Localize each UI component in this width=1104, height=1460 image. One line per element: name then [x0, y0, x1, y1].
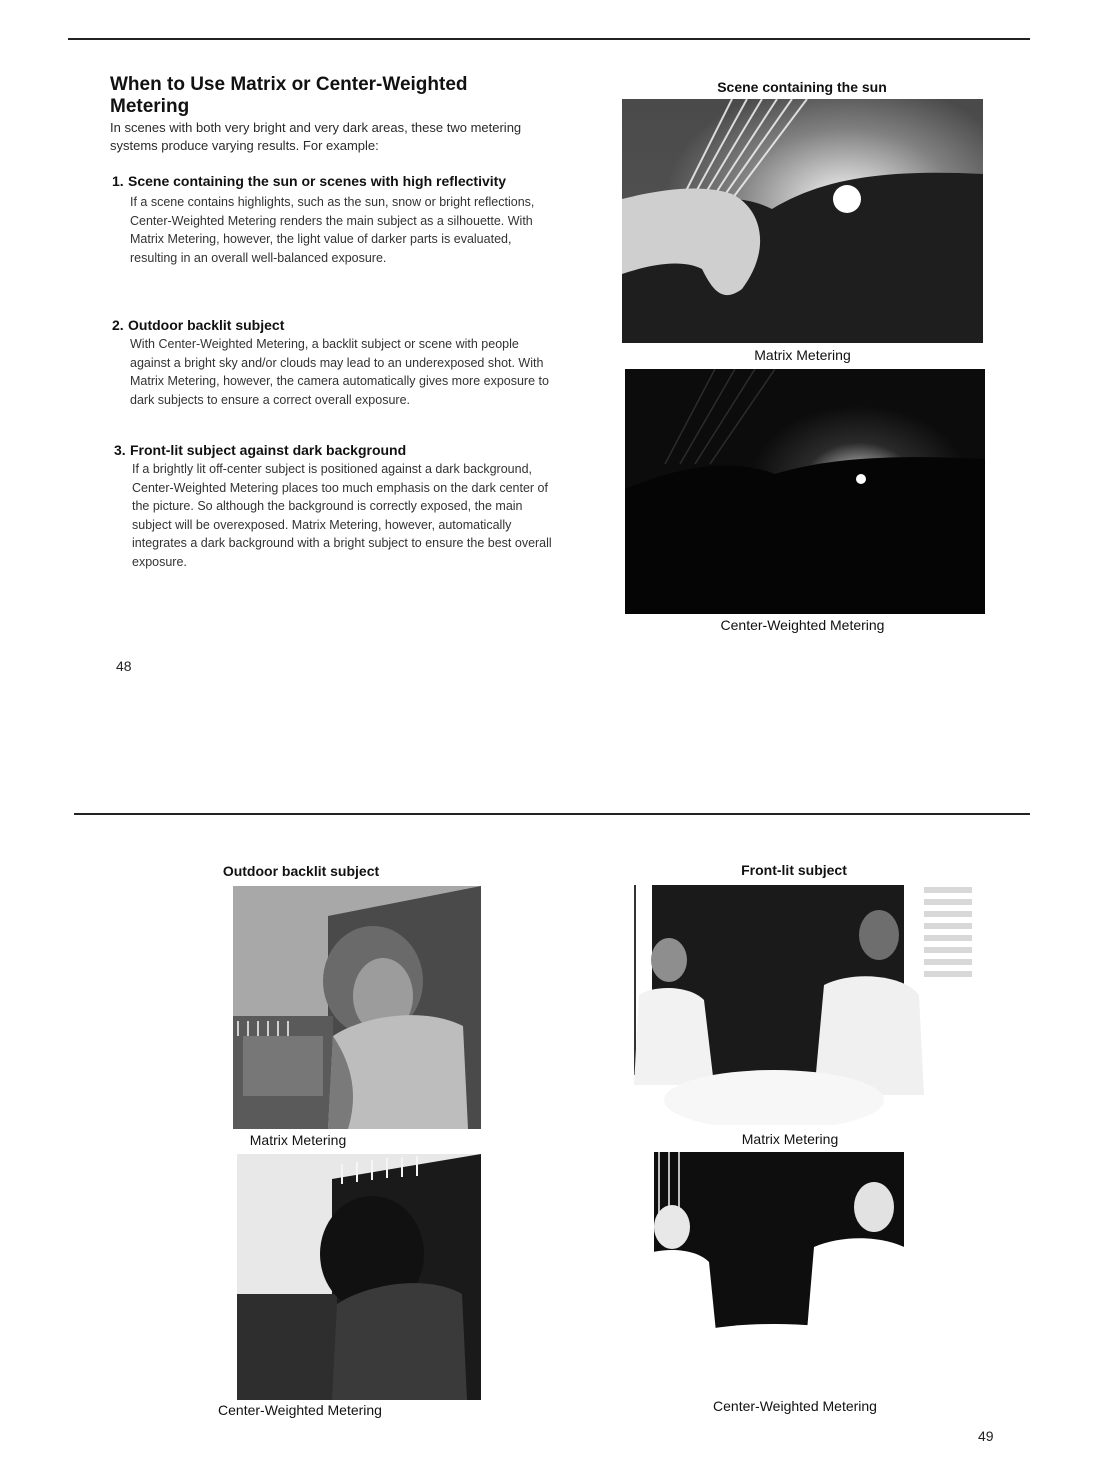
backlit-caption-matrix: Matrix Metering — [249, 1132, 347, 1148]
item-title-text: Scene containing the sun or scenes with high reflectivity — [128, 173, 507, 189]
item-number: 3. — [114, 442, 126, 458]
frontlit-figure-title: Front-lit subject — [741, 862, 847, 878]
item-title-text: Outdoor backlit subject — [128, 317, 285, 333]
item-number: 2. — [112, 317, 124, 333]
item-body: If a scene contains highlights, such as the sun, snow or bright reflections, Center-Weighted Metering renders the main subject as a silhouette. With Matrix Metering, however, the light value of darker parts is evaluated, resulting in an overall well-balanced exposure. — [130, 195, 535, 265]
backlit-photo-matrix — [233, 886, 481, 1129]
page-number: 48 — [116, 658, 132, 674]
sun-photo-center — [625, 369, 985, 614]
page-number: 49 — [978, 1428, 994, 1444]
backlit-caption-center: Center-Weighted Metering — [218, 1402, 382, 1418]
item-title — [112, 172, 552, 191]
sun-caption-matrix: Matrix Metering — [754, 347, 851, 363]
item-title-text: Front-lit subject against dark background — [130, 442, 407, 458]
backlit-photo-center — [237, 1154, 481, 1400]
list-item — [112, 316, 552, 409]
sun-caption-center: Center-Weighted Metering — [720, 617, 885, 633]
sun-figure-title: Scene containing the sun — [717, 79, 887, 95]
frontlit-caption-center: Center-Weighted Metering — [713, 1398, 877, 1414]
sun-photo-matrix — [622, 99, 983, 343]
item-title — [114, 441, 554, 460]
intro-paragraph: In scenes with both very bright and very dark areas, these two metering systems produce varying results. For example: — [110, 120, 522, 153]
item-body: If a brightly lit off-center subject is positioned against a dark background, Center-Weighted Metering places too much emphasis on the dark center of the picture. So although the background is correctly exposed, the main subject will be overexposed. Matrix Metering, however, automatically integrates a dark background with a bright subject to ensure the best overall exposure. — [132, 462, 552, 569]
list-item — [114, 441, 554, 572]
backlit-figure-title: Outdoor backlit subject — [222, 863, 380, 879]
item-title — [112, 316, 552, 335]
item-body: With Center-Weighted Metering, a backlit subject or scene with people against a bright sky and/or clouds may lead to an underexposed shot. With Matrix Metering, however, the camera automatically gives more exposure to dark subjects to ensure a correct overall exposure. — [130, 337, 549, 407]
list-item — [112, 172, 552, 267]
frontlit-photo-center — [634, 1152, 954, 1372]
item-number: 1. — [112, 173, 124, 189]
frontlit-photo-matrix — [634, 885, 974, 1125]
frontlit-caption-matrix: Matrix Metering — [741, 1131, 839, 1147]
bottom-page-rule — [74, 813, 1030, 815]
page-heading: When to Use Matrix or Center-Weighted Metering — [110, 74, 468, 117]
top-page-rule — [68, 38, 1030, 40]
